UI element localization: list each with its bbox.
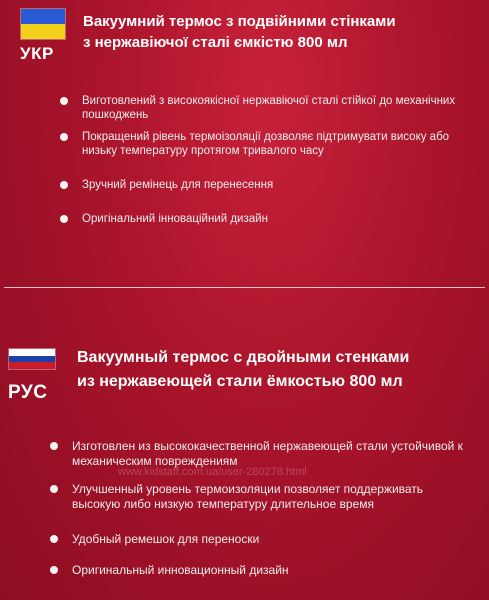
russian-section	[0, 292, 489, 600]
watermark: www.kidstaff.com.ua/user-280278.html	[118, 466, 307, 478]
feature-item: Удобный ремешок для переноски	[50, 532, 470, 547]
section-divider	[4, 287, 485, 288]
ukraine-flag-icon	[20, 8, 66, 40]
title-line-1: Вакуумный термос с двойными стенками	[77, 349, 410, 366]
feature-list-ukr	[60, 94, 460, 226]
feature-item: Виготовлений з високоякісної нержавіючої сталі стійкої до механічних пошкоджень	[60, 94, 460, 122]
feature-item: Оригінальний інноваційний дизайн	[60, 212, 460, 226]
feature-item: Зручний ремінець для перенесення	[60, 178, 460, 192]
feature-item: Оригинальный инновационный дизайн	[50, 563, 470, 578]
feature-item: Покращений рівень термоізоляції дозволяє підтримувати високу або низьку температуру протягом тривалого часу	[60, 130, 460, 158]
lang-label-ukr: УКР	[20, 44, 54, 63]
feature-item: Улучшенный уровень термоизоляции позволяет поддерживать высокую либо низкую температуру длительное время	[50, 482, 470, 512]
ukrainian-section	[0, 0, 489, 285]
product-title-rus	[77, 346, 482, 394]
product-title-ukr	[83, 11, 483, 53]
lang-label-rus: РУС	[8, 382, 48, 403]
title-line-2: з нержавіючої сталі ємкістю 800 мл	[83, 34, 348, 51]
title-line-1: Вакуумний термос з подвійними стінками	[83, 13, 396, 30]
feature-list-rus	[50, 439, 470, 578]
title-line-2: из нержавеющей стали ёмкостью 800 мл	[77, 373, 403, 390]
feature-item: Изготовлен из высококачественной нержавеющей стали устойчивой к механическим повреждениям	[50, 439, 470, 469]
russia-flag-icon	[8, 348, 56, 370]
